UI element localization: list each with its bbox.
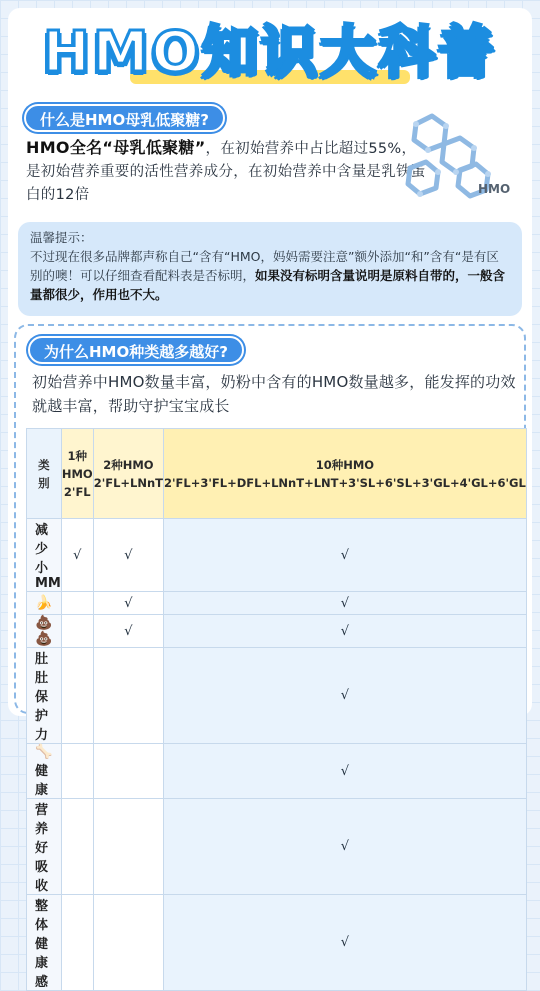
row-label-cell xyxy=(27,648,62,744)
tip-body-bold: 如果没有标明含量说明是原料自带的，一般含量都很少，作用也不大。 xyxy=(30,268,506,302)
check-cell: √ xyxy=(61,519,93,592)
table-row xyxy=(27,648,527,744)
check-cell xyxy=(61,895,93,991)
intro-bold: HMO全名“母乳低聚糖” xyxy=(26,138,206,157)
check-cell: √ xyxy=(93,615,163,648)
check-cell xyxy=(61,799,93,895)
check-cell: √ xyxy=(93,519,163,592)
check-cell xyxy=(61,592,93,615)
check-cell xyxy=(61,648,93,744)
row-label: 肚肚保护力 xyxy=(35,652,49,743)
tip-box xyxy=(18,222,522,316)
header-line2: 2'FL+3'FL+DFL+LNnT+LNT+3'SL+6'SL+3'GL+4'GL+6'GL xyxy=(164,475,526,490)
header-line1: 类 别 xyxy=(38,457,62,490)
table-row xyxy=(27,895,527,991)
check-cell: √ xyxy=(164,895,527,991)
tip-title: 温馨提示： xyxy=(30,230,93,245)
molecule-structure-icon xyxy=(400,112,524,212)
hmo-comparison-table xyxy=(26,428,527,991)
table-row xyxy=(27,592,527,615)
row-icon: 🍌 xyxy=(35,595,53,611)
tip-body-text: 不过现在很多品牌都声称自己“含有“HMO，妈妈需要注意”额外添加“和”含有“是有区别的噢！可以仔细查看配料表是否标明， xyxy=(30,249,499,283)
header-line1: 10种HMO xyxy=(315,457,375,472)
check-cell: √ xyxy=(164,648,527,744)
header-1-hmo xyxy=(61,429,93,519)
intro-rest: ，在初始营养中占比超过55%，是初始营养重要的活性营养成分，在初始营养中含量是乳铁蛋白的12倍 xyxy=(26,141,426,203)
section2-description: 初始营养中HMO数量丰富，奶粉中含有的HMO数量越多，能发挥的功效就越丰富，帮助守护宝宝成长 xyxy=(32,373,516,415)
row-icon: 💩💩 xyxy=(35,615,53,647)
check-cell xyxy=(93,799,163,895)
table-header-row xyxy=(27,429,527,519)
row-label: 整体健康感 xyxy=(35,899,49,990)
header-10-hmo xyxy=(164,429,527,519)
header-line2: 2'FL xyxy=(63,484,91,499)
row-label: 营养好吸收 xyxy=(35,803,49,894)
row-label-cell xyxy=(27,615,62,648)
row-label: 健康 xyxy=(35,764,49,798)
table-row xyxy=(27,744,527,799)
check-cell xyxy=(61,615,93,648)
check-cell: √ xyxy=(93,592,163,615)
section1-heading: 什么是HMO母乳低聚糖? xyxy=(24,104,225,132)
table-row xyxy=(27,615,527,648)
row-label-cell xyxy=(27,744,62,799)
check-cell xyxy=(61,744,93,799)
row-label-cell xyxy=(27,799,62,895)
check-cell: √ xyxy=(164,592,527,615)
check-cell xyxy=(93,895,163,991)
section2-heading: 为什么HMO种类越多越好? xyxy=(28,336,244,364)
row-label-cell xyxy=(27,592,62,615)
row-label-cell xyxy=(27,895,62,991)
molecule-label: HMO xyxy=(478,182,511,196)
intro-text xyxy=(26,136,426,207)
header-line1: 1种HMO xyxy=(61,448,93,481)
row-label: 减少小MM xyxy=(35,523,61,591)
check-cell xyxy=(93,648,163,744)
check-cell xyxy=(93,744,163,799)
check-cell: √ xyxy=(164,799,527,895)
header-2-hmo xyxy=(93,429,163,519)
header-category xyxy=(27,429,62,519)
table-row xyxy=(27,799,527,895)
table-row xyxy=(27,519,527,592)
check-cell: √ xyxy=(164,744,527,799)
check-cell: √ xyxy=(164,615,527,648)
header-line1: 2种HMO xyxy=(103,457,154,472)
tip-body xyxy=(30,247,510,304)
row-label-cell xyxy=(27,519,62,592)
page-title: HMO知识大科普 xyxy=(42,20,498,85)
header-line2: 2'FL+LNnT xyxy=(93,475,164,490)
row-icon: 🦴 xyxy=(35,744,53,760)
check-cell: √ xyxy=(164,519,527,592)
